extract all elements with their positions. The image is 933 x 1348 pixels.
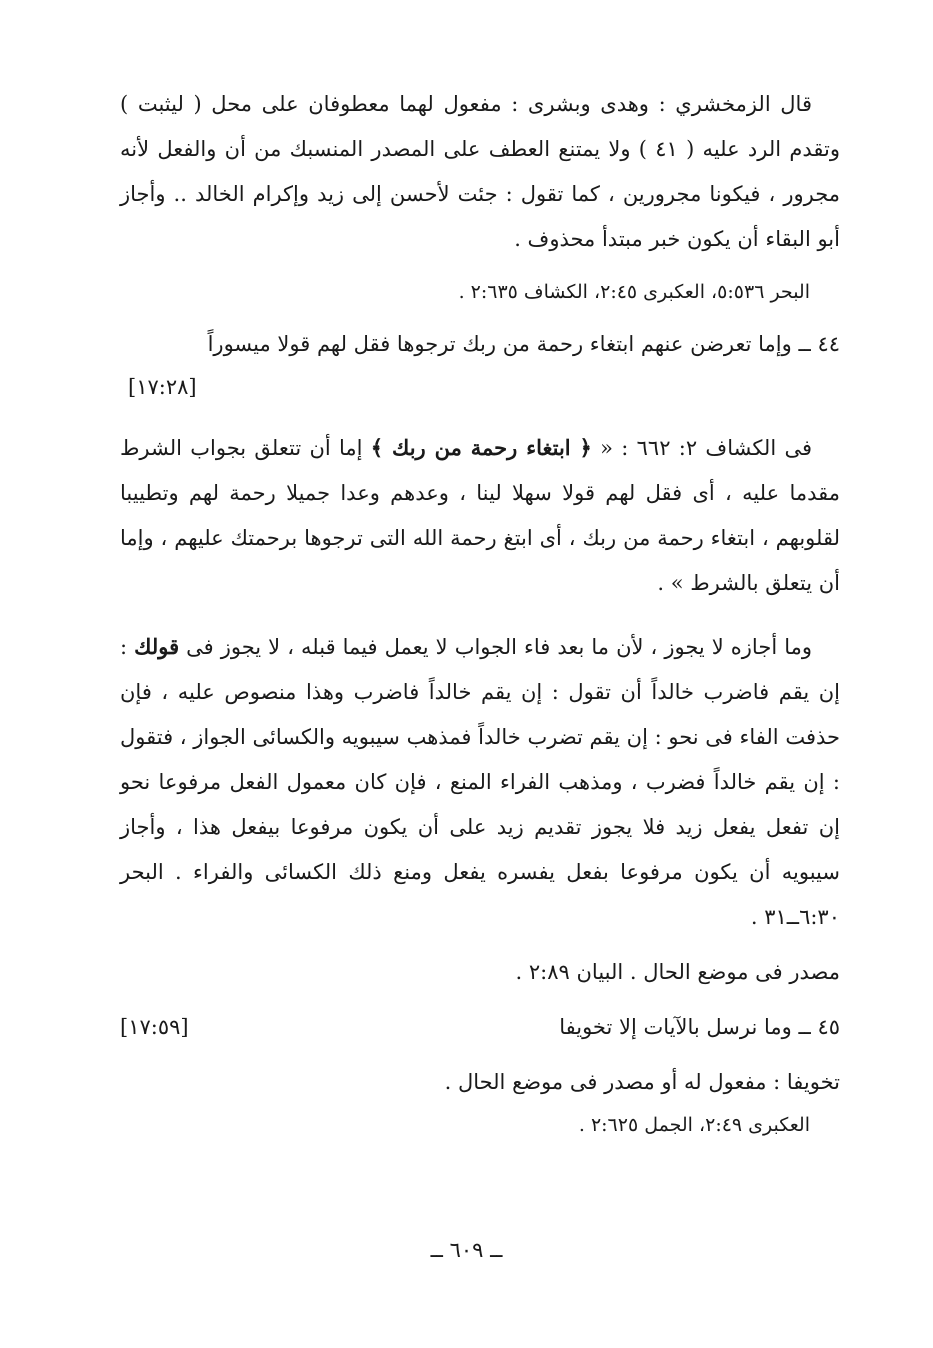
quranic-phrase: ﴿ ابتغاء رحمة من ربك ﴾ (370, 435, 592, 460)
page-body (120, 82, 840, 1145)
paragraph-kashshaf (120, 425, 840, 606)
grammar-bold-word: قولك (134, 634, 180, 659)
kashshaf-prefix: فى الكشاف ٢: ٦٦٢ : « (591, 436, 812, 460)
grammar-rest: : إن يقم فاضرب خالداً أن تقول : إن يقم خالداً فاضرب وهذا منصوص عليه ، فإن حذفت الفاء فى نحو : إن يقم تضرب خالداً فمذهب سيبويه والكسائى الجواز ، فتقول : إن يقم خالداً فضرب ، ومذهب الفراء المنع ، فإن كان معمول الفعل مرفوعا نحو إن تفعل يفعل زيد فلا يجوز تقديم زيد على أن يكون مرفوعا بيفعل هذا ، وأجاز سيبويه أن يكون مرفوعا بفعل يفسره يفعل ومنع ذلك الكسائى والفراء . البحر ٦:٣٠ــ٣١ . (120, 635, 840, 929)
verse-44-text: ٤٤ ــ وإما تعرضن عنهم ابتغاء رحمة من ربك ترجوها فقل لهم قولا ميسوراً (207, 332, 840, 356)
verse-45-row (120, 1005, 840, 1050)
kashshaf-rest: إما أن تتعلق بجواب الشرط مقدما عليه ، أى فقل لهم قولا سهلا لينا ، وعدهم وعدا جميلا رحمة لهم وتطييبا لقلوبهم ، ابتغاء رحمة من ربك ، أى ابتغ رحمة الله التى ترجوها برحمتك عليهم ، وإما أن يتعلق بالشرط » . (120, 436, 840, 595)
page-number: ــ ٦٠٩ ــ (430, 1238, 503, 1262)
reference-line-1: البحر ٥:٥٣٦، العكبرى ٢:٤٥، الكشاف ٢:٦٣٥ . (458, 281, 810, 303)
paragraph-takhwif: تخويفا : مفعول له أو مصدر فى موضع الحال . (444, 1070, 840, 1094)
paragraph-grammar (120, 624, 840, 940)
verse-44-reference: [١٧:٢٨] (128, 375, 197, 399)
paragraph-masdar: مصدر فى موضع الحال . البيان ٢:٨٩ . (515, 960, 840, 984)
grammar-prefix: وما أجازه لا يجوز ، لأن ما بعد فاء الجواب لا يعمل فيما قبله ، لا يجوز فى (179, 635, 812, 659)
verse-45-reference: [١٧:٥٩] (120, 1015, 189, 1039)
verse-45-text: ٤٥ ــ وما نرسل بالآيات إلا تخويفا (559, 1015, 840, 1039)
paragraph-zamakhshari: قال الزمخشري : وهدى وبشرى : مفعول لهما معطوفان على محل ( ليثبت ) وتقدم الرد عليه ( ٤١ ) ولا يمتنع العطف على المصدر المنسبك من أن والفعل لأنه مجرور ، فيكونا مجرورين ، كما تقول : جئت لأحسن إلى زيد وإكرام الخالد .. وأجاز أبو البقاء أن يكون خبر مبتدأ محذوف . (120, 92, 840, 251)
reference-line-2: العكبرى ٢:٤٩، الجمل ٢:٦٢٥ . (578, 1114, 810, 1136)
